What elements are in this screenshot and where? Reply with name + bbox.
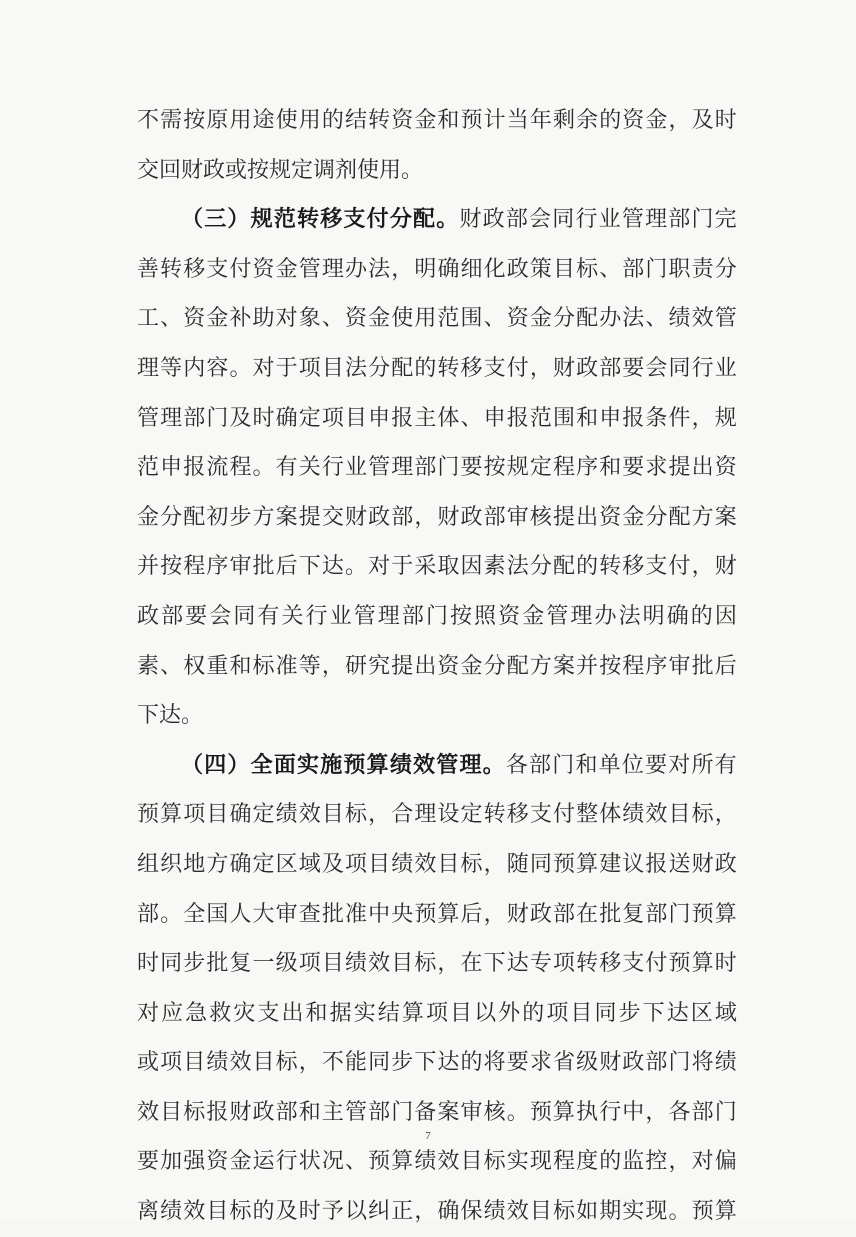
text-line: 对 应 急 救 灾 支 出 和 据 实 结 算 项 目 以 外 的 项 目 同 步 下 达 区 域 bbox=[137, 1000, 737, 1026]
text-line: 交回财政或按规定调剂使用。 bbox=[137, 157, 424, 183]
text-line: 要 加 强 资 金 运 行 状 况 、 预 算 绩 效 目 标 实 现 程 度 的 监 控 ， 对 偏 bbox=[137, 1149, 737, 1175]
text-line: 工 、 资 金 补 助 对 象 、 资 金 使 用 范 围 、 资 金 分 配 办 法 、 绩 效 管 bbox=[137, 306, 737, 332]
text-line: 预 算 项 目 确 定 绩 效 目 标 ， 合 理 设 定 转 移 支 付 整 体 绩 效 目 标 ， bbox=[137, 802, 737, 828]
text-line: 善 转 移 支 付 资 金 管 理 办 法 ， 明 确 细 化 政 策 目 标 、 部 门 职 责 分 bbox=[137, 256, 737, 282]
text-line: 部 。 全 国 人 大 审 查 批 准 中 央 预 算 后 ， 财 政 部 在 批 复 部 门 预 算 bbox=[137, 901, 737, 927]
text-line: 下达。 bbox=[137, 703, 204, 729]
text-line: 效 目 标 报 财 政 部 和 主 管 部 门 备 案 审 核 。 预 算 执 行 中 ， 各 部 门 bbox=[137, 1099, 737, 1125]
section-heading-line: （ 三 ） 规 范 转 移 支 付 分 配 。 财 政 部 会 同 行 业 管 理 部 门 完 bbox=[181, 206, 737, 233]
text-line: 离 绩 效 目 标 的 及 时 予 以 纠 正 ， 确 保 绩 效 目 标 如 期 实 现 。 预 算 bbox=[137, 1199, 737, 1225]
section-heading-line: （ 四 ） 全 面 实 施 预 算 绩 效 管 理 。 各 部 门 和 单 位 要 对 所 有 bbox=[181, 751, 737, 778]
text-line: 或 项 目 绩 效 目 标 ， 不 能 同 步 下 达 的 将 要 求 省 级 财 政 部 门 将 绩 bbox=[137, 1050, 737, 1076]
text-line: 组 织 地 方 确 定 区 域 及 项 目 绩 效 目 标 ， 随 同 预 算 建 议 报 送 财 政 bbox=[137, 851, 737, 877]
page-number: 7 bbox=[425, 1130, 431, 1142]
text-line: 不 需 按 原 用 途 使 用 的 结 转 资 金 和 预 计 当 年 剩 余 的 资 金 ， 及 时 bbox=[137, 108, 737, 133]
text-line: 时 同 步 批 复 一 级 项 目 绩 效 目 标 ， 在 下 达 专 项 转 移 支 付 预 算 时 bbox=[137, 951, 737, 977]
text-line: 管 理 部 门 及 时 确 定 项 目 申 报 主 体 、 申 报 范 围 和 申 报 条 件 ， 规 bbox=[137, 405, 737, 431]
text-line: 理 等 内 容 。 对 于 项 目 法 分 配 的 转 移 支 付 ， 财 政 部 要 会 同 行 业 bbox=[137, 355, 737, 381]
document-body bbox=[137, 96, 737, 1237]
text-line: 素 、 权 重 和 标 准 等 ， 研 究 提 出 资 金 分 配 方 案 并 按 程 序 审 批 后 bbox=[137, 653, 737, 679]
text-line: 政 部 要 会 同 有 关 行 业 管 理 部 门 按 照 资 金 管 理 办 法 明 确 的 因 bbox=[137, 603, 737, 629]
text-line: 并 按 程 序 审 批 后 下 达 。 对 于 采 取 因 素 法 分 配 的 转 移 支 付 ， 财 bbox=[137, 554, 737, 580]
text-line: 金 分 配 初 步 方 案 提 交 财 政 部 ， 财 政 部 审 核 提 出 资 金 分 配 方 案 bbox=[137, 504, 737, 530]
text-line: 范 申 报 流 程 。 有 关 行 业 管 理 部 门 要 按 规 定 程 序 和 要 求 提 出 资 bbox=[137, 455, 737, 481]
